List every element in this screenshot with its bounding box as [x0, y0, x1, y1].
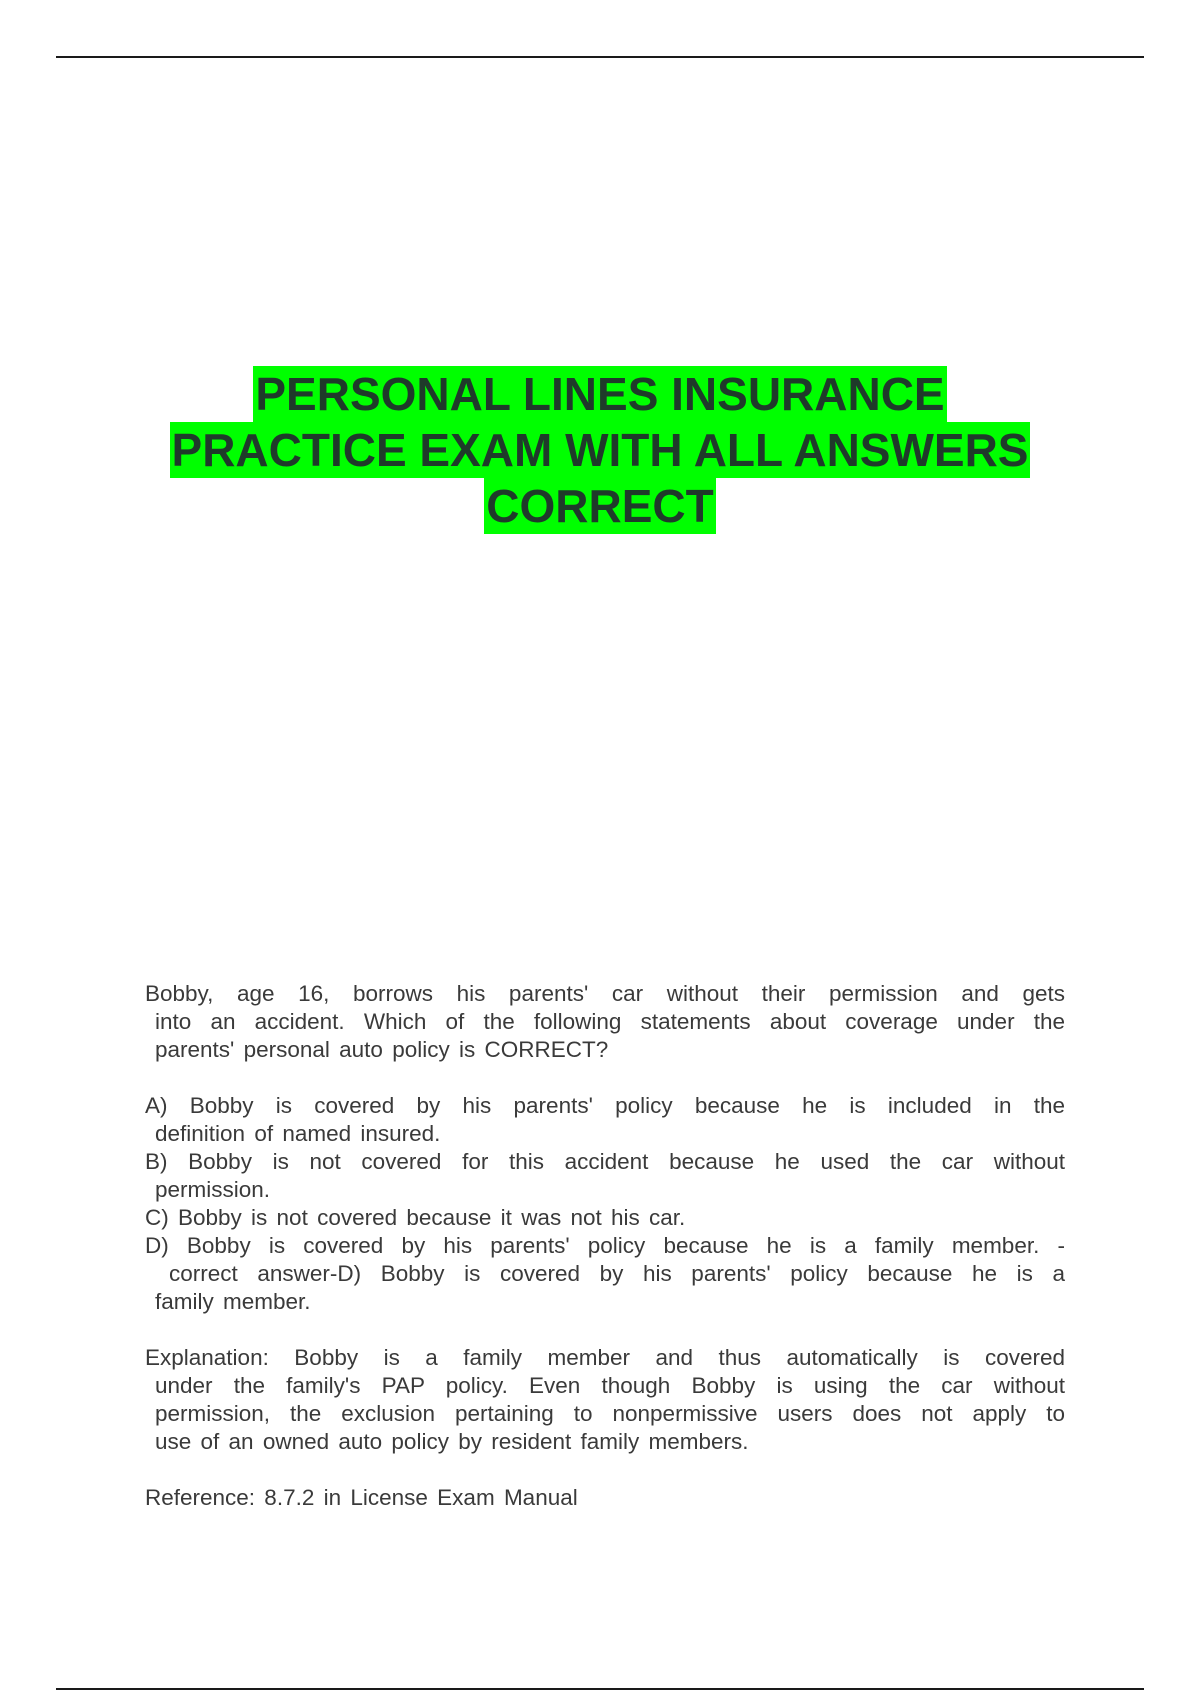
- explanation: [145, 1344, 1065, 1456]
- explanation-line: under the family's PAP policy. Even though Bobby is using the car without: [155, 1373, 1065, 1398]
- top-rule: [56, 56, 1144, 58]
- option-c-line: C) Bobby is not covered because it was not his car.: [145, 1205, 686, 1230]
- question-body: [145, 980, 1065, 1512]
- question-line: Bobby, age 16, borrows his parents' car without their permission and gets: [145, 981, 1065, 1006]
- option-a-line: definition of named insured.: [155, 1121, 441, 1146]
- correct-answer-line: correct answer-D) Bobby is covered by his parents' policy because he is a: [169, 1261, 1065, 1286]
- title-line-2: PRACTICE EXAM WITH ALL ANSWERS: [171, 424, 1029, 476]
- bottom-rule: [56, 1688, 1144, 1690]
- question-line: parents' personal auto policy is CORRECT?: [155, 1037, 609, 1062]
- option-b-line: B) Bobby is not covered for this accident because he used the car without: [145, 1149, 1065, 1174]
- question-line: into an accident. Which of the following statements about coverage under the: [155, 1009, 1065, 1034]
- explanation-line: use of an owned auto policy by resident family members.: [155, 1429, 749, 1454]
- question-text: [145, 980, 1065, 1064]
- option-d-line: D) Bobby is covered by his parents' policy because he is a family member. -: [145, 1233, 1065, 1258]
- option-c: [145, 1204, 1065, 1232]
- title-line-3: CORRECT: [486, 480, 714, 532]
- option-a-line: A) Bobby is covered by his parents' policy because he is included in the: [145, 1093, 1065, 1118]
- option-b-line: permission.: [155, 1177, 271, 1202]
- option-a: [145, 1092, 1065, 1148]
- option-b: [145, 1148, 1065, 1204]
- explanation-line: permission, the exclusion pertaining to nonpermissive users does not apply to: [155, 1401, 1065, 1426]
- correct-answer-line: family member.: [155, 1289, 311, 1314]
- title-line-1: PERSONAL LINES INSURANCE: [255, 368, 945, 420]
- option-d: [145, 1232, 1065, 1316]
- reference: [145, 1484, 1065, 1512]
- explanation-line: Explanation: Bobby is a family member and thus automatically is covered: [145, 1345, 1065, 1370]
- document-title: [60, 366, 1140, 534]
- reference-line: Reference: 8.7.2 in License Exam Manual: [145, 1485, 578, 1510]
